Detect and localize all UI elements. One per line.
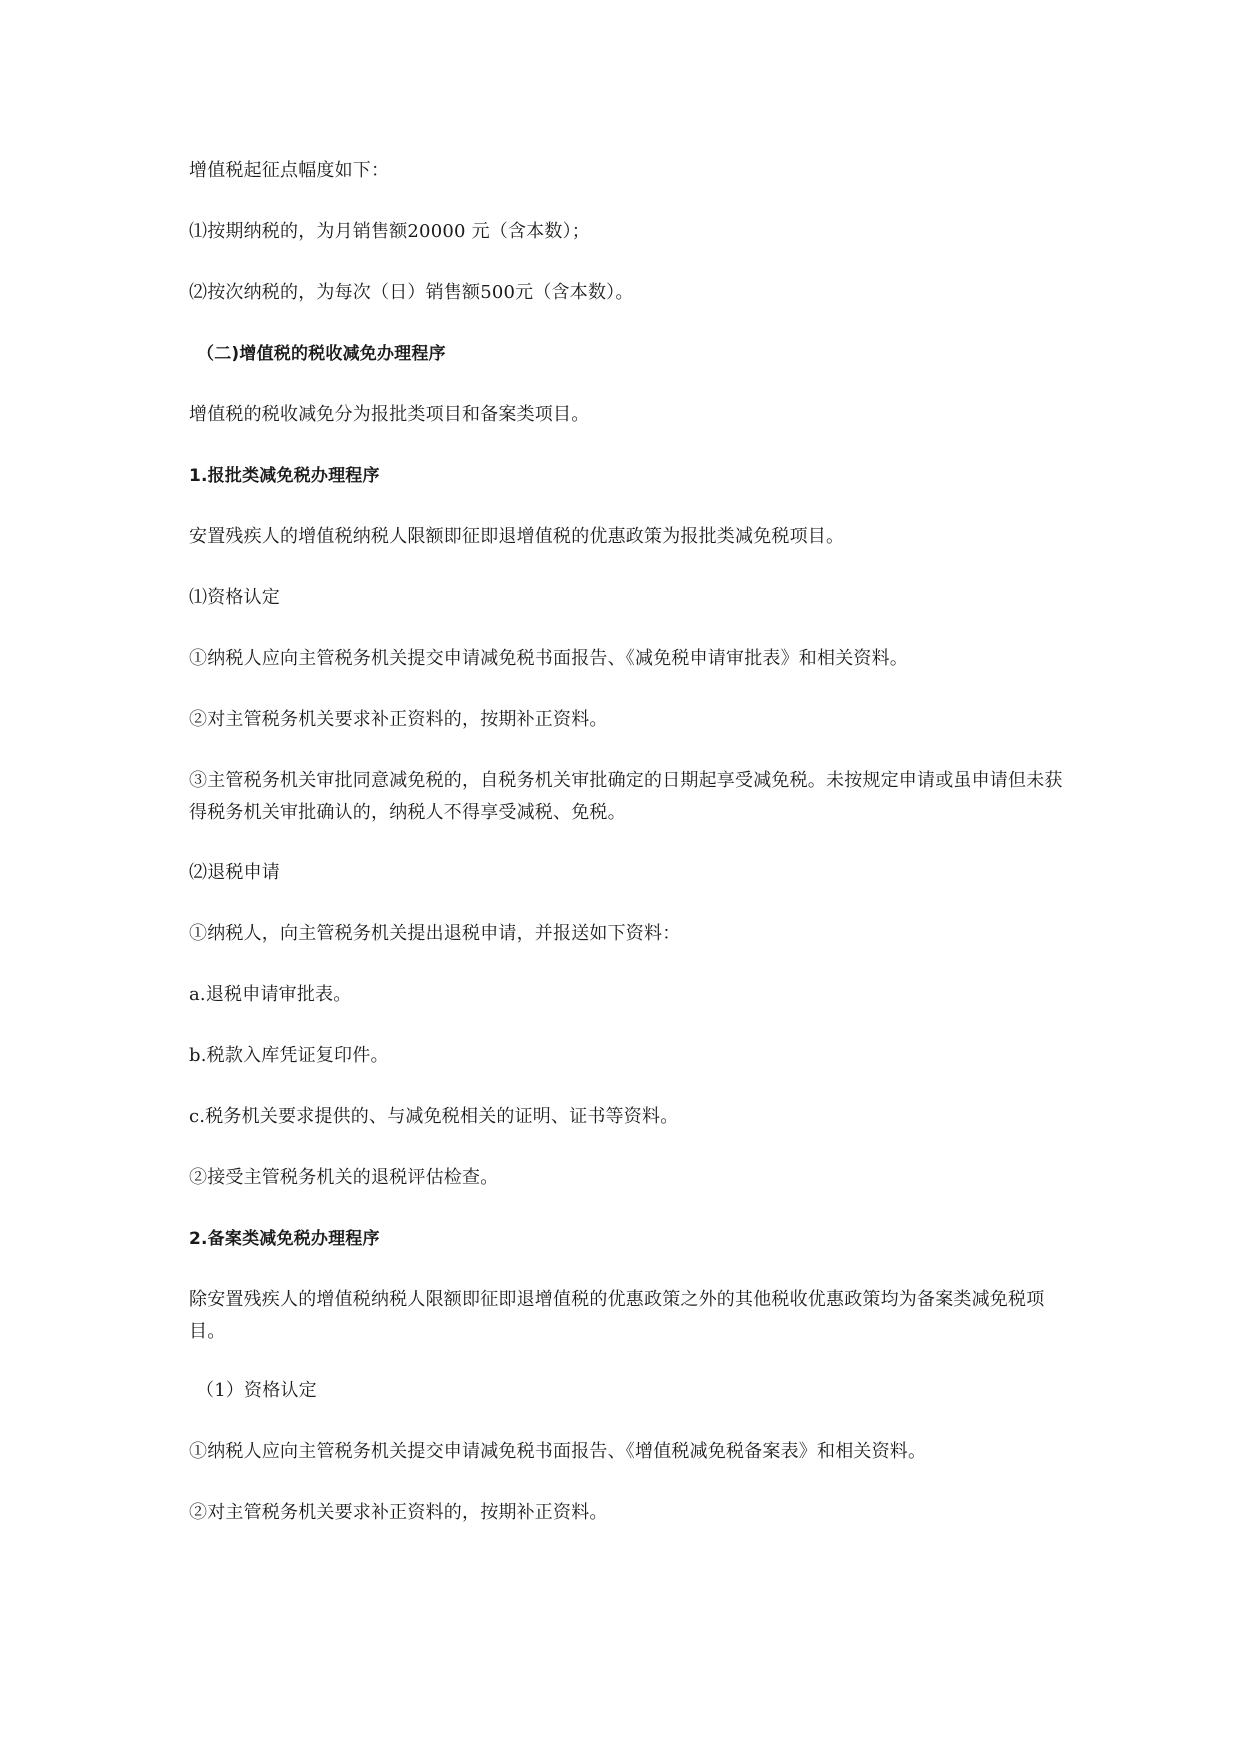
text-line: ①纳税人应向主管税务机关提交申请减免税书面报告、《减免税申请审批表》和相关资料。: [189, 648, 908, 669]
text-line: ⑴资格认定: [189, 587, 280, 608]
text-line: ①纳税人，向主管税务机关提出退税申请，并报送如下资料：: [189, 923, 681, 944]
subsection-heading: 2.备案类减免税办理程序: [189, 1229, 380, 1249]
section-heading: （二)增值税的税收减免办理程序: [197, 344, 446, 364]
text-line: 安置残疾人的增值税纳税人限额即征即退增值税的优惠政策为报批类减免税项目。: [189, 526, 845, 547]
text-paragraph: 除安置残疾人的增值税纳税人限额即征即退增值税的优惠政策之外的其他税收优惠政策均为备案类减免税项目。: [189, 1289, 1045, 1342]
text-line: c.税务机关要求提供的、与减免税相关的证明、证书等资料。: [189, 1106, 679, 1127]
text-line: ⑵退税申请: [189, 862, 280, 883]
subsection-heading: 1.报批类减免税办理程序: [189, 466, 380, 486]
text-line: b.税款入库凭证复印件。: [189, 1045, 389, 1066]
text-line: 增值税的税收减免分为报批类项目和备案类项目。: [189, 404, 590, 425]
text-line: ⑴按期纳税的，为月销售额20000 元（含本数）；: [189, 221, 590, 242]
text-paragraph: ③主管税务机关审批同意减免税的，自税务机关审批确定的日期起享受减免税。未按规定申请或虽申请但未获得税务机关审批确认的，纳税人不得享受减税、免税。: [189, 770, 1063, 823]
text-line: （1）资格认定: [196, 1380, 317, 1401]
text-line: ②对主管税务机关要求补正资料的，按期补正资料。: [189, 1502, 608, 1523]
text-line: a.退税申请审批表。: [189, 984, 352, 1005]
text-line: ⑵按次纳税的，为每次（日）销售额500元（含本数）。: [189, 282, 634, 303]
text-line: ①纳税人应向主管税务机关提交申请减免税书面报告、《增值税减免税备案表》和相关资料。: [189, 1441, 927, 1462]
text-line: 增值税起征点幅度如下：: [189, 160, 390, 181]
text-line: ②对主管税务机关要求补正资料的，按期补正资料。: [189, 709, 608, 730]
text-line: ②接受主管税务机关的退税评估检查。: [189, 1167, 499, 1188]
